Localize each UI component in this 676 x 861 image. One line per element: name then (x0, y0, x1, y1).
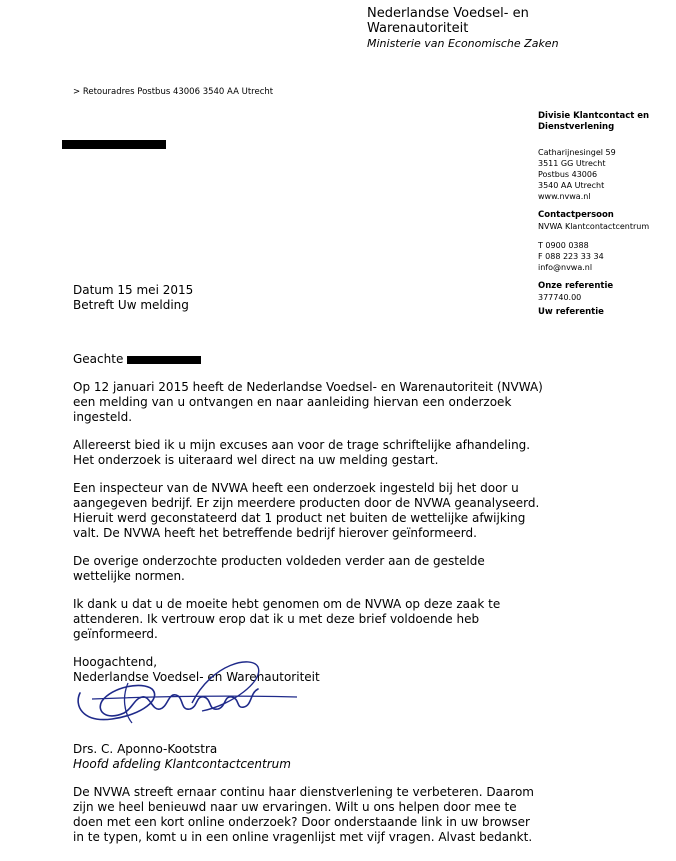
address-line: 3511 GG Utrecht (538, 159, 606, 168)
division-name: Divisie Klantcontact en Dienstverlening (538, 111, 650, 132)
letter-body (73, 352, 543, 685)
website-link: www.nvwa.nl (538, 192, 591, 201)
office-address (538, 147, 674, 202)
greeting (73, 352, 543, 367)
contact-value: NVWA Klantcontactcentrum (538, 222, 650, 231)
email-address: info@nvwa.nl (538, 263, 593, 272)
closing-organization: Nederlandse Voedsel- en Warenautoriteit (73, 670, 320, 684)
contact-label: Contactpersoon (538, 210, 614, 220)
ministry-name: Ministerie van Economische Zaken (367, 37, 559, 50)
redacted-recipient (62, 140, 166, 149)
signer-name: Drs. C. Aponno-Kootstra (73, 742, 218, 756)
org-name-line1: Nederlandse Voedsel- en (367, 6, 529, 21)
letter-date: Datum 15 mei 2015 (73, 283, 194, 297)
signature-image (72, 653, 302, 735)
paragraph: Op 12 januari 2015 heeft de Nederlandse Voedsel- en Warenautoriteit (NVWA) een melding van u ontvangen en naar aanleiding hiervan een onderzoek ingesteld. (73, 380, 543, 424)
our-reference (538, 281, 674, 303)
org-name-line2: Warenautoriteit (367, 21, 469, 36)
closing: Hoogachtend, (73, 655, 158, 669)
our-reference-value: 377740.00 (538, 293, 582, 302)
greeting-text: Geachte (73, 352, 124, 366)
letter-meta (73, 283, 193, 313)
redacted-name (127, 356, 201, 364)
organization-header (367, 6, 559, 51)
your-reference-label: Uw referentie (538, 307, 604, 317)
signer-role: Hoofd afdeling Klantcontactcentrum (73, 757, 291, 771)
survey-text: De NVWA streeft ernaar continu haar dienstverlening te verbeteren. Daarom zijn we heel benieuwd naar uw ervaringen. Wilt u ons helpen door mee te doen met een kort online onderzoek? Door onderstaande link in uw browser in te typen, komt u in een online vragenlijst met vijf vragen. Alvast bedankt. (73, 785, 534, 844)
return-address: > Retouradres Postbus 43006 3540 AA Utrecht (73, 87, 274, 97)
address-line: Postbus 43006 (538, 170, 598, 179)
our-reference-label: Onze referentie (538, 281, 614, 291)
survey-notice (73, 785, 543, 845)
paragraph: Een inspecteur van de NVWA heeft een onderzoek ingesteld bij het door u aangegeven bedrijf. Er zijn meerdere producten door de NVWA geanalyseerd. Hieruit werd geconstateerd dat 1 product net buiten de wettelijke afwijking valt. De NVWA heeft het betreffende bedrijf hierover geïnformeerd. (73, 481, 540, 540)
letter-subject: Betreft Uw melding (73, 298, 189, 312)
paragraph: Ik dank u dat u de moeite hebt genomen om de NVWA op deze zaak te attenderen. Ik vertrouw erop dat ik u met deze brief voldoende heb geïnformeerd. (73, 597, 501, 641)
address-line: Catharijnesingel 59 (538, 148, 616, 157)
paragraph: De overige onderzochte producten voldeden verder aan de gestelde wettelijke normen. (73, 554, 485, 583)
paragraph: Allereerst bied ik u mijn excuses aan voor de trage schriftelijke afhandeling. Het onderzoek is uiteraard wel direct na uw melding gestart. (73, 438, 531, 467)
fax-number: F 088 223 33 34 (538, 252, 604, 261)
phone-number: T 0900 0388 (538, 241, 589, 250)
contact-person (538, 210, 674, 232)
address-line: 3540 AA Utrecht (538, 181, 605, 190)
sidebar-contact-details (538, 111, 674, 318)
signer (73, 742, 291, 772)
phone-details (538, 240, 674, 273)
